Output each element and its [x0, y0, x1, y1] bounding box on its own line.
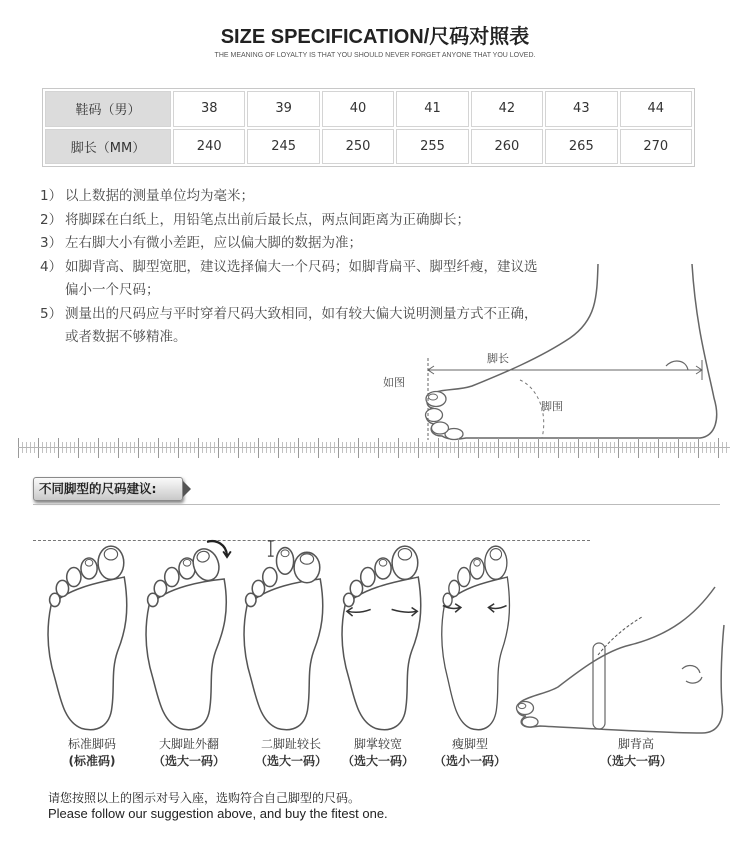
- side-foot-toes: [426, 392, 464, 440]
- note-item: [40, 209, 538, 233]
- foot-bunion-illustration: [140, 539, 236, 735]
- footer-instruction-en: Please follow our suggestion above, and buy the fitest one.: [48, 806, 388, 821]
- foot-length-cell: 270: [620, 129, 692, 165]
- shoe-size-cell: 43: [545, 91, 617, 127]
- girth-label: 脚围: [541, 400, 563, 413]
- note-item: [40, 185, 538, 209]
- side-foot-outline: [426, 264, 716, 439]
- foot-type-name: 瘦脚型: [451, 737, 488, 751]
- row-label: 脚长（MM）: [45, 129, 171, 165]
- foot-length-cell: 250: [322, 129, 394, 165]
- note-number: 4）: [40, 258, 63, 275]
- foot-type-advice: (标准码): [68, 754, 116, 768]
- note-number: 1）: [40, 188, 63, 204]
- foot-type-advice: （选大一码）: [254, 754, 327, 768]
- footer-instruction-cn: 请您按照以上的图示对号入座，选购符合自己脚型的尺码。: [48, 791, 361, 805]
- length-label: 脚长: [487, 352, 509, 365]
- row-label: 鞋码（男）: [45, 91, 171, 127]
- page-title: SIZE SPECIFICATION/尺码对照表: [220, 26, 530, 48]
- note-text: 将脚踩在白纸上，用铅笔点出前后最长点，两点间距离为正确脚长；: [65, 211, 470, 228]
- foot-type-name: 大脚趾外翻: [158, 737, 219, 751]
- foot-standard-illustration: [42, 539, 138, 735]
- foot-length-cell: 260: [471, 129, 543, 165]
- foot-type-name: 二脚趾较长: [260, 737, 321, 751]
- note-text: 测量出的尺码应与平时穿着尺码大致相同，如有较大偏大说明测量方式不正确，: [65, 305, 538, 322]
- section-divider: [33, 504, 720, 505]
- note-text: 以上数据的测量单位均为毫米；: [65, 188, 254, 204]
- foot-type-name: 脚掌较宽: [353, 737, 402, 751]
- shoe-size-cell: 39: [247, 91, 319, 127]
- note-text: 偏小一个尺码；: [65, 282, 160, 298]
- length-dimension-line: [428, 358, 702, 440]
- section-title-tag: 不同脚型的尺码建议:: [33, 477, 183, 501]
- ruler: [18, 438, 730, 458]
- note-item: [40, 232, 538, 256]
- foot-length-row: [45, 129, 692, 165]
- page-subtitle: THE MEANING OF LOYALTY IS THAT YOU SHOULD NEVER FORGET ANYONE THAT YOU LOVED.: [214, 52, 536, 59]
- note-number: 3）: [40, 235, 63, 251]
- size-table: [42, 88, 695, 167]
- shoe-size-cell: 41: [396, 91, 468, 127]
- foot-long-second-toe-illustration: [238, 539, 334, 735]
- foot-wide-illustration: [336, 539, 432, 735]
- note-text: 左右脚大小有微小差距，应以偏大脚的数据为准；: [65, 235, 362, 251]
- foot-length-cell: 255: [396, 129, 468, 165]
- length-marker-icon: [268, 541, 274, 556]
- foot-length-cell: 245: [247, 129, 319, 165]
- foot-type-advice: （选大一码）: [341, 754, 414, 768]
- note-number: 2）: [40, 211, 63, 228]
- foot-length-cell: 240: [173, 129, 245, 165]
- shoe-size-row: [45, 91, 692, 127]
- side-foot-outline: [517, 587, 724, 733]
- foot-high-instep-illustration: [510, 585, 725, 737]
- shoe-size-cell: 40: [322, 91, 394, 127]
- shoe-size-cell: 42: [471, 91, 543, 127]
- foot-measuring-illustration: [370, 258, 730, 444]
- shoe-size-cell: 38: [173, 91, 245, 127]
- note-text: 或者数据不够精准。: [65, 329, 187, 345]
- example-label: 如图: [383, 376, 405, 389]
- foot-type-advice: （选大一码）: [599, 754, 672, 768]
- tag-arrow-icon: [183, 481, 191, 497]
- note-number: 5）: [40, 305, 63, 322]
- foot-type-advice: （选大一码）: [152, 754, 225, 768]
- foot-type-name: 标准脚码: [67, 737, 116, 751]
- note-text: 如脚背高、脚型宽肥，建议选择偏大一个尺码；如脚背扁平、脚型纤瘦，建议选: [65, 258, 538, 275]
- shoe-size-cell: 44: [620, 91, 692, 127]
- foot-type-name: 脚背高: [617, 737, 654, 751]
- foot-type-advice: （选小一码）: [433, 754, 506, 768]
- foot-length-cell: 265: [545, 129, 617, 165]
